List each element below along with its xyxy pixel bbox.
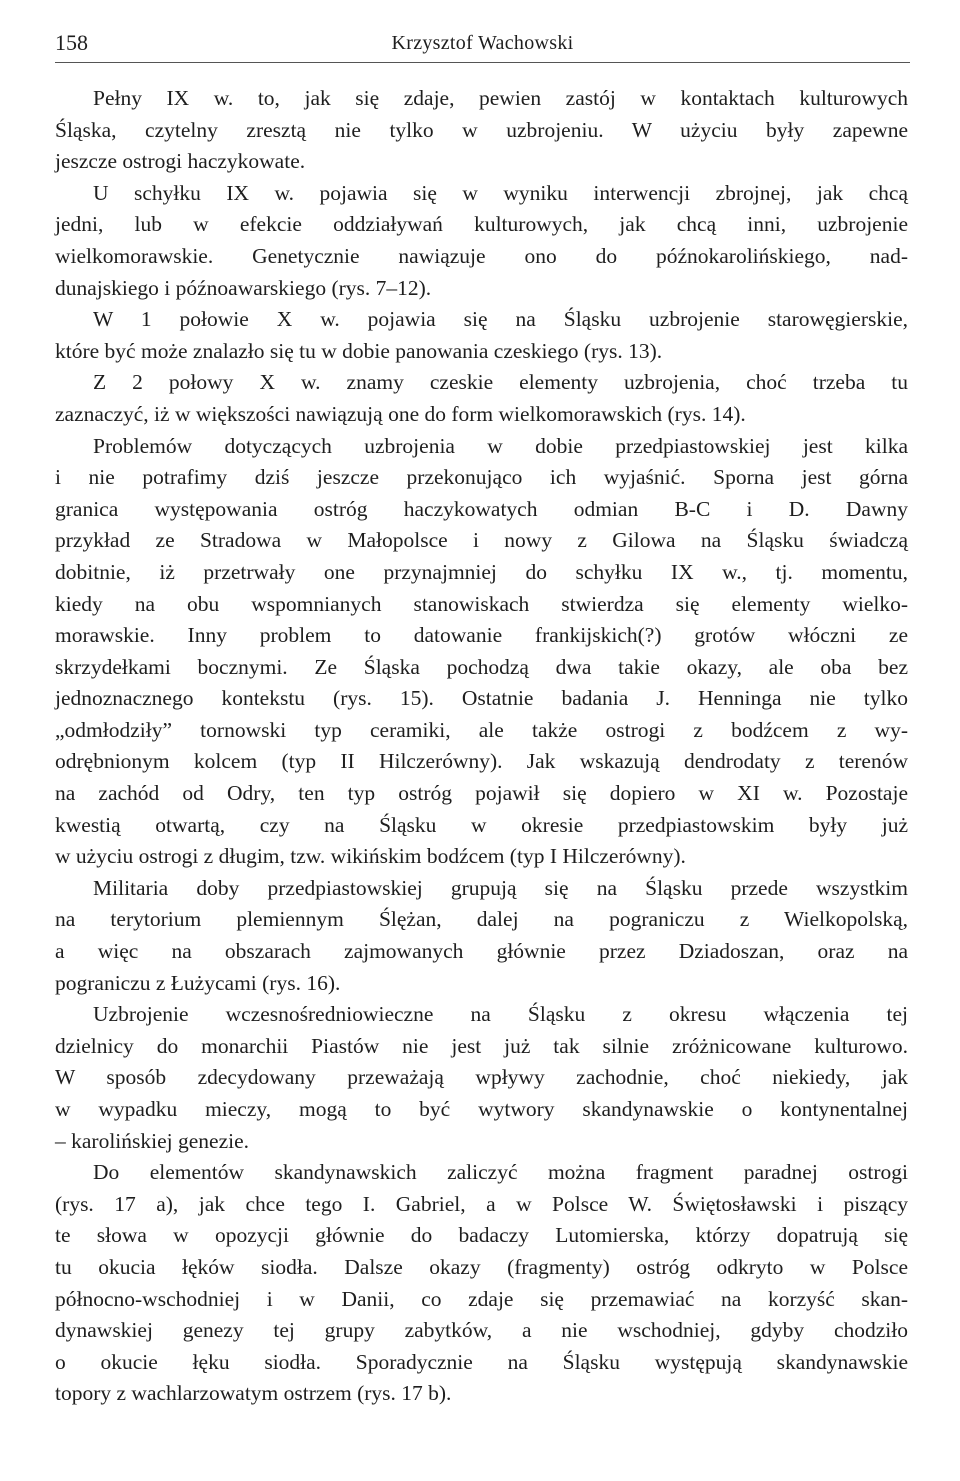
text-line: te słowa w opozycji głównie do badaczy Lutomierska, którzy dopatrują się bbox=[55, 1223, 908, 1248]
text-line: Uzbrojenie wczesnośredniowieczne na Śląsku z okresu włączenia tej bbox=[93, 1002, 908, 1027]
text-line: topory z wachlarzowatym ostrzem (rys. 17 b). bbox=[55, 1381, 452, 1406]
text-line: zaznaczyć, iż w większości nawiązują one do form wielkomorawskich (rys. 14). bbox=[55, 401, 746, 426]
text-line: dunajskiego i późnoawarskiego (rys. 7–12). bbox=[55, 275, 432, 300]
text-line: północno-wschodniej i w Danii, co zdaje się przemawiać na korzyść skan- bbox=[55, 1286, 908, 1311]
text-line: wielkomorawskie. Genetycznie nawiązuje ono do późnokarolińskiego, nad- bbox=[55, 243, 908, 268]
text-line: pograniczu z Łużycami (rys. 16). bbox=[55, 970, 341, 995]
text-line: dzielnicy do monarchii Piastów nie jest już tak silnie zróżnicowane kulturowo. bbox=[55, 1033, 908, 1058]
text-line: Śląska, czytelny zresztą nie tylko w uzbrojeniu. W użyciu były zapewne bbox=[55, 117, 908, 142]
text-line: Problemów dotyczących uzbrojenia w dobie przedpiastowskiej jest kilka bbox=[93, 433, 908, 458]
text-line: i nie potrafimy dziś jeszcze przekonująco ich wyjaśnić. Sporna jest górna bbox=[55, 465, 908, 490]
text-line: jedni, lub w efekcie oddziaływań kulturowych, jak chcą inni, uzbrojenie bbox=[55, 212, 908, 237]
running-head: Krzysztof Wachowski bbox=[391, 32, 574, 54]
text-line: W 1 połowie X w. pojawia się na Śląsku uzbrojenie starowęgierskie, bbox=[93, 307, 908, 332]
text-line: granica występowania ostróg haczykowatych odmian B-C i D. Dawny bbox=[55, 496, 908, 521]
text-line: skrzydełkami bocznymi. Ze Śląska pochodzą dwa takie okazy, ale oba bez bbox=[55, 654, 908, 679]
text-line: które być może znalazło się tu w dobie panowania czeskiego (rys. 13). bbox=[55, 338, 663, 363]
text-line: jednoznacznego kontekstu (rys. 15). Ostatnie badania J. Henninga nie tylko bbox=[55, 686, 908, 711]
text-line: na terytorium plemiennym Ślężan, dalej na pograniczu z Wielkopolską, bbox=[55, 907, 908, 932]
text-line: W sposób zdecydowany przeważają wpływy zachodnie, choć niekiedy, jak bbox=[55, 1065, 908, 1090]
text-line: dobitnie, iż przetrwały one przynajmniej do schyłku IX w., tj. momentu, bbox=[55, 559, 908, 584]
text-line: U schyłku IX w. pojawia się w wyniku interwencji zbrojnej, jak chcą bbox=[93, 180, 908, 205]
text-line: jeszcze ostrogi haczykowate. bbox=[55, 149, 306, 174]
page-number: 158 bbox=[55, 30, 88, 55]
text-line: dynawskiej genezy tej grupy zabytków, a nie wschodniej, gdyby chodziło bbox=[55, 1318, 908, 1343]
text-line: odrębnionym kolcem (typ II Hilczerówny). Jak wskazują dendrodaty z terenów bbox=[55, 749, 908, 774]
text-line: Pełny IX w. to, jak się zdaje, pewien zastój w kontaktach kulturowych bbox=[93, 86, 908, 110]
text-line: w użyciu ostrogi z długim, tzw. wikińskim bodźcem (typ I Hilczerówny). bbox=[55, 844, 686, 869]
text-line: kiedy na obu wspomnianych stanowiskach stwierdza się elementy wielko- bbox=[55, 591, 908, 616]
text-line: morawskie. Inny problem to datowanie frankijskich(?) grotów włóczni ze bbox=[55, 623, 908, 648]
text-line: Z 2 połowy X w. znamy czeskie elementy uzbrojenia, choć trzeba tu bbox=[93, 370, 908, 395]
text-line: a więc na obszarach zajmowanych głównie przez Dziadoszan, oraz na bbox=[55, 939, 908, 964]
text-line: na zachód od Odry, ten typ ostróg pojawił się dopiero w XI w. Pozostaje bbox=[55, 781, 908, 806]
text-line: kwestią otwartą, czy na Śląsku w okresie przedpiastowskim były już bbox=[55, 812, 908, 837]
text-line: o okucie łęku siodła. Sporadycznie na Śląsku występują skandynawskie bbox=[55, 1349, 908, 1374]
text-line: przykład ze Stradowa w Małopolsce i nowy z Gilowa na Śląsku świadczą bbox=[55, 528, 908, 553]
text-line: Militaria doby przedpiastowskiej grupują się na Śląsku przede wszystkim bbox=[93, 875, 908, 900]
header-rule bbox=[55, 62, 910, 63]
page-header bbox=[55, 28, 910, 60]
text-line: tu okucia łęków siodła. Dalsze okazy (fragmenty) ostróg odkryto w Polsce bbox=[55, 1254, 908, 1279]
text-line: Do elementów skandynawskich zaliczyć można fragment paradnej ostrogi bbox=[93, 1160, 908, 1185]
text-line: w wypadku mieczy, mogą to być wytwory skandynawskie o kontynentalnej bbox=[55, 1097, 908, 1121]
text-line: (rys. 17 a), jak chce tego I. Gabriel, a w Polsce W. Świętosławski i piszący bbox=[55, 1191, 908, 1216]
text-line: „odmłodziły” tornowski typ ceramiki, ale także ostrogi z bodźcem z wy- bbox=[55, 717, 908, 742]
body-text bbox=[55, 83, 908, 1410]
text-line: – karolińskiej genezie. bbox=[55, 1128, 250, 1153]
